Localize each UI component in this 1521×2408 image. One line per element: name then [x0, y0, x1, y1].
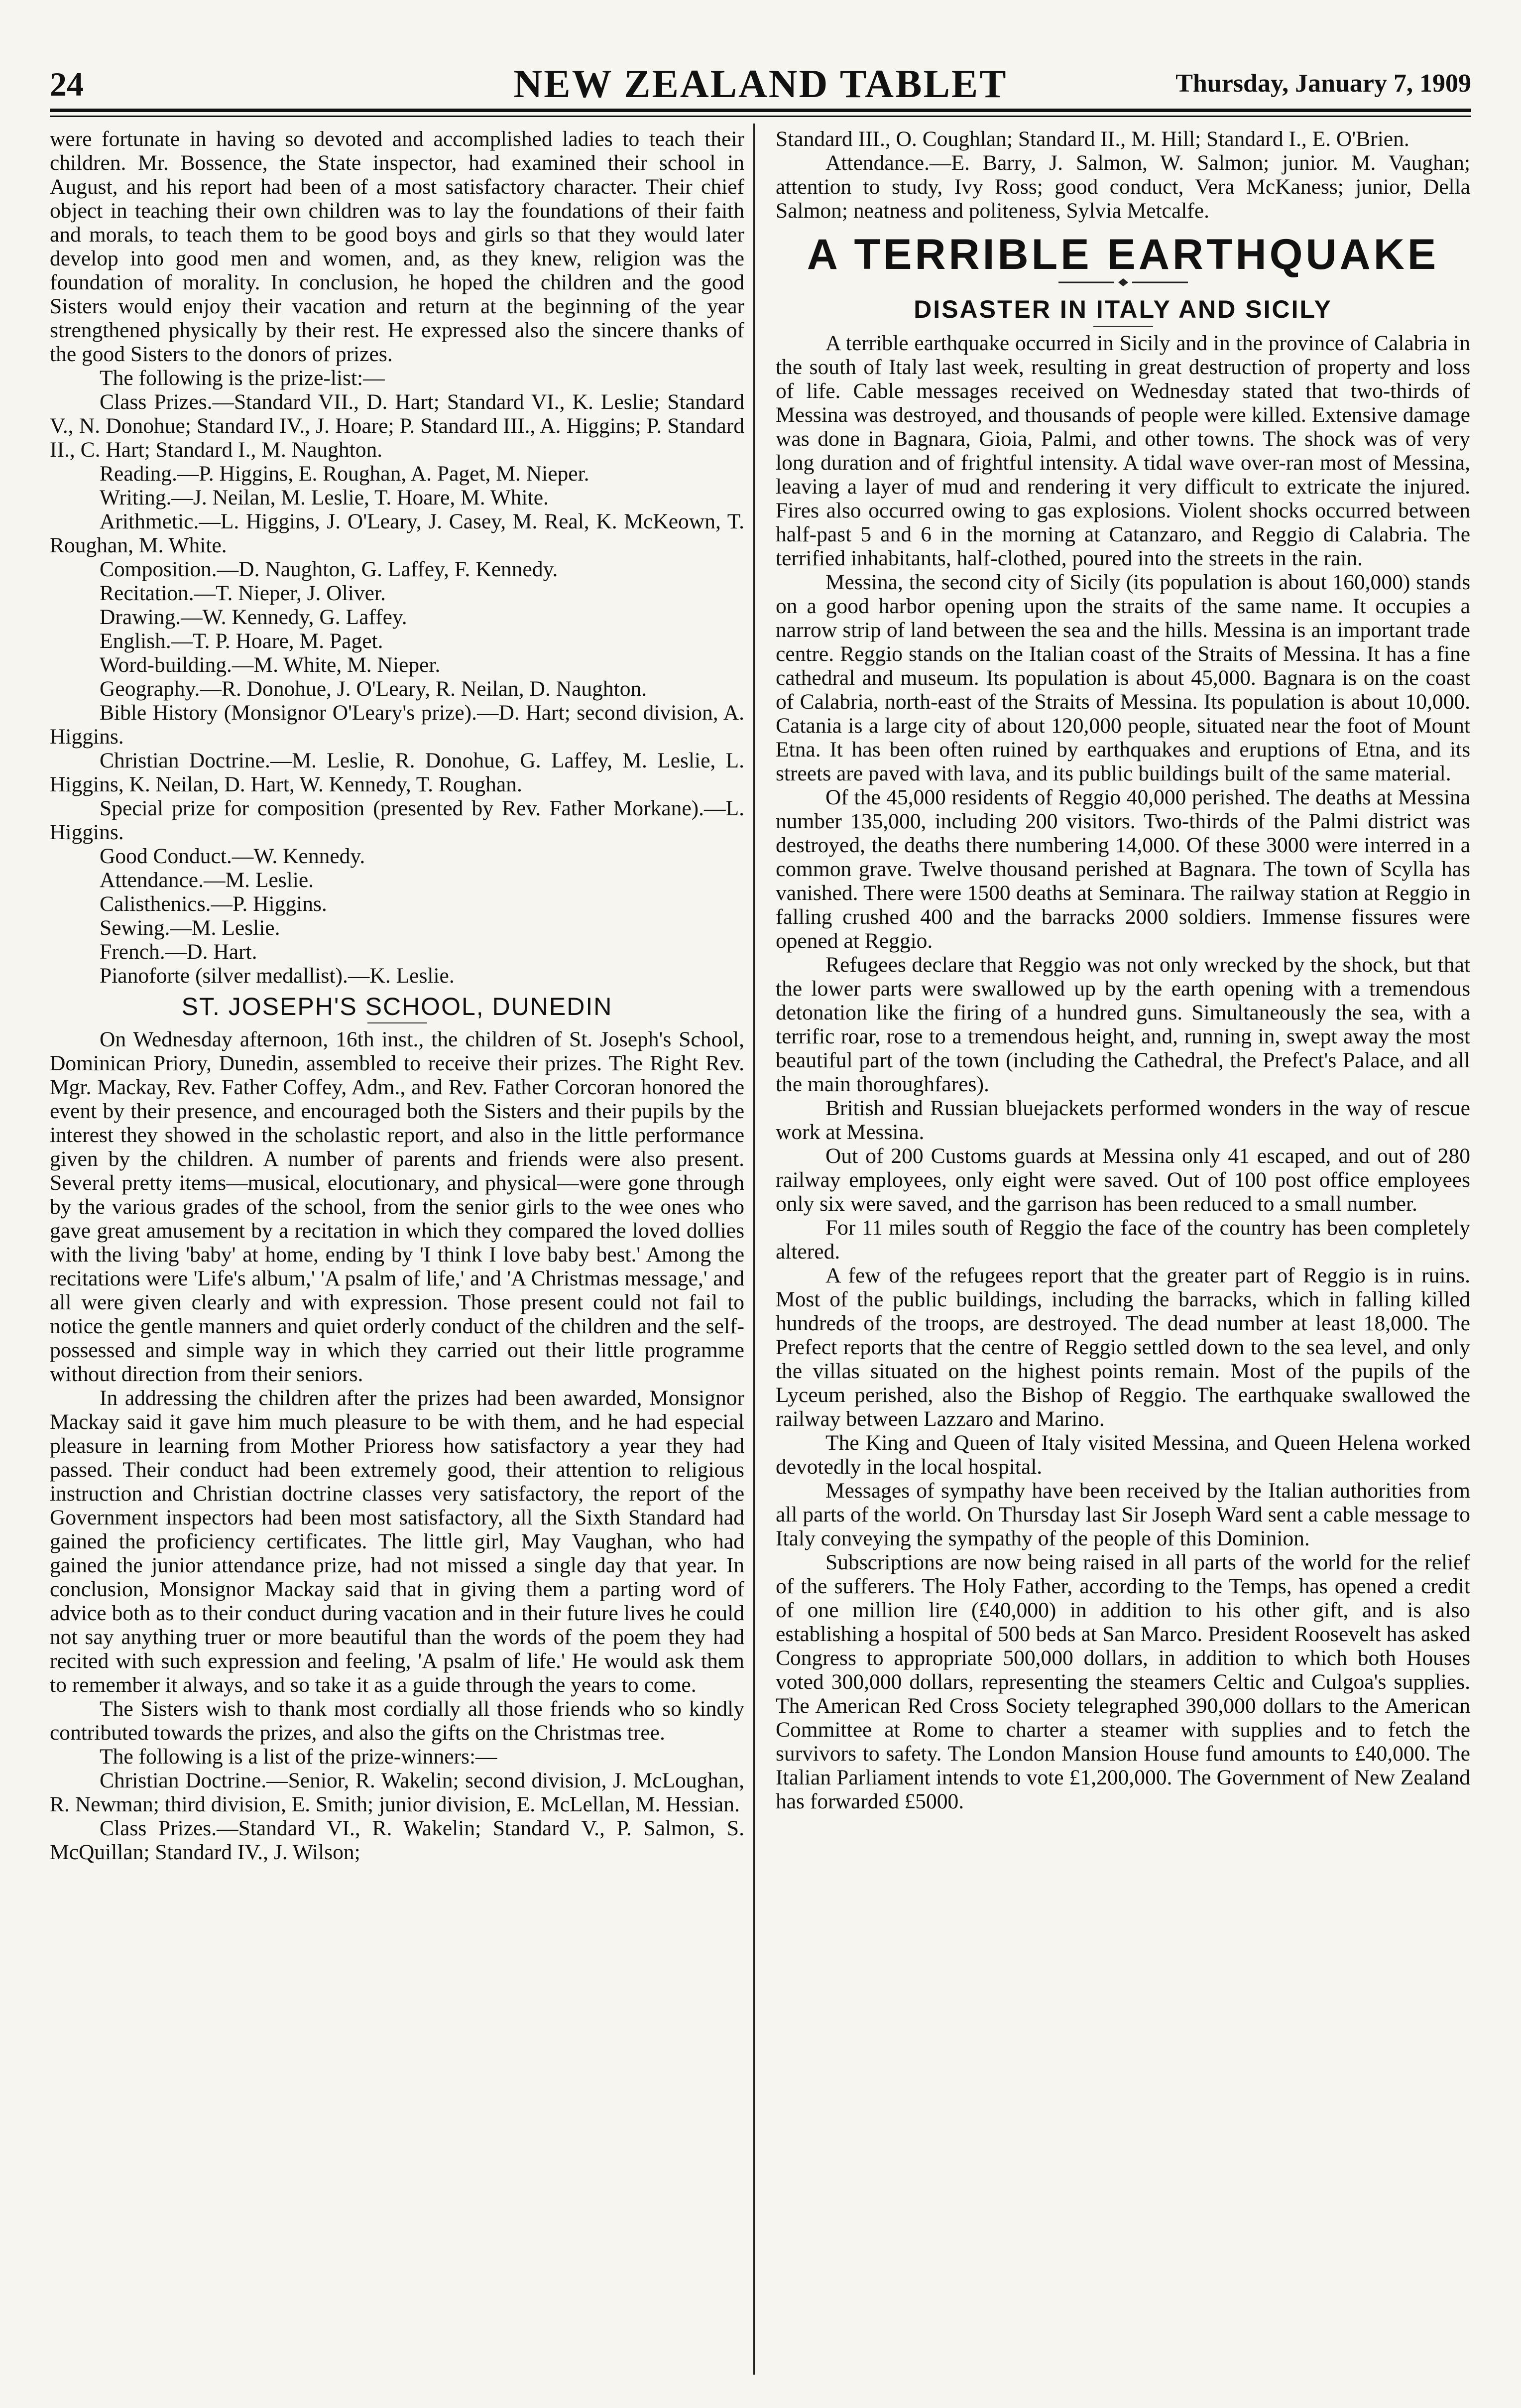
st-josephs-paragraph: The following is a list of the prize-winners:— [100, 1745, 497, 1769]
earthquake-paragraph: Out of 200 Customs guards at Messina only 41 escaped, and out of 280 railway employees, only eight were saved. Out of 100 post office employees only six were saved, and the garrison has been reduced to a small number. [776, 1144, 1470, 1216]
earthquake-subheadline: DISASTER IN ITALY AND SICILY [914, 295, 1332, 323]
st-josephs-paragraph: In addressing the children after the prizes had been awarded, Monsignor Mackay said it gave him much pleasure to be with them, and he had especial pleasure in learning from Mother Prioress how satisfactory a year they had passed. Their conduct had been extremely good, their attention to religious instruction and Christian doctrine classes very satisfactory, the report of the Government inspectors had been most satisfactory, all the Sixth Standard had gained the proficiency certificates. The little girl, May Vaughan, who had gained the junior attendance prize, had not missed a single day that year. In conclusion, Monsignor Mackay said that in giving them a parting word of advice both as to their conduct during vacation and in their future lives he could not say anything truer or more beautiful than the words of the poem they had recited with such expression and feeling, 'A psalm of life.' He would ask them to remember it always, and so take it as a guide through the years to come. [50, 1386, 744, 1697]
earthquake-paragraph: Subscriptions are now being raised in all parts of the world for the relief of the sufferers. The Holy Father, according to the Temps, has opened a credit of one million lire (£40,000) in addition to his other gift, and is also establishing a hospital of 500 beds at San Marco. President Roosevelt has asked Congress to appropriate 500,000 dollars, in addition to which both Houses voted 300,000 dollars, representing the steamers Celtic and Culgoa's supplies. The American Red Cross Society telegraphed 390,000 dollars to the American Committee at Rome to charter a steamer with supplies and to fetch the survivors to safety. The London Mansion House fund amounts to £40,000. The Italian Parliament intends to vote £1,200,000. The Government of New Zealand has forwarded £5000. [776, 1550, 1470, 1813]
prize-entry: Class Prizes.—Standard VII., D. Hart; Standard VI., K. Leslie; Standard V., N. Donohue; Standard IV., J. Hoare; P. Standard III., A. Higgins; P. Standard II., C. Hart; Standard I., M. Naughton. [50, 390, 744, 462]
prize-entry: Word-building.—M. White, M. Nieper. [100, 653, 441, 677]
prize-entry: Sewing.—M. Leslie. [100, 916, 280, 940]
masthead: NEW ZEALAND TABLET [513, 62, 1008, 106]
prize-entry: Composition.—D. Naughton, G. Laffey, F. Kennedy. [100, 557, 558, 581]
prize-list-continued: Standard III., O. Coughlan; Standard II., M. Hill; Standard I., E. O'Brien. [776, 127, 1409, 151]
column-divider [753, 124, 755, 2375]
prize-entry: English.—T. P. Hoare, M. Paget. [100, 629, 383, 653]
left-column [50, 127, 744, 1864]
prize-entry: Recitation.—T. Nieper, J. Oliver. [100, 581, 386, 605]
prize-entry: Reading.—P. Higgins, E. Roughan, A. Paget, M. Nieper. [100, 462, 589, 486]
earthquake-paragraph: A terrible earthquake occurred in Sicily and in the province of Calabria in the south of Italy last week, resulting in great destruction of property and loss of life. Cable messages received on Wednesday stated that two-thirds of Messina was destroyed, and thousands of people were killed. Extensive damage was done in Bagnara, Gioia, Palmi, and other towns. The shock was of very long duration and of frightful intensity. A tidal wave over-ran most of Messina, leaving a layer of mud and rendering it very difficult to extricate the injured. Fires also occurred owing to gas explosions. Violent shocks occurred between half-past 5 and 6 in the morning at Catanzaro, and Reggio di Calabria. The terrified inhabitants, half-clothed, poured into the streets in the rain. [776, 331, 1470, 570]
prize-list-continued: Attendance.—E. Barry, J. Salmon, W. Salmon; junior. M. Vaughan; attention to study, Ivy Ross; good conduct, Vera McKaness; junior, Della Salmon; neatness and politeness, Sylvia Metcalfe. [776, 151, 1470, 223]
prize-entry: Drawing.—W. Kennedy, G. Laffey. [100, 605, 407, 629]
st-josephs-paragraph: Christian Doctrine.—Senior, R. Wakelin; second division, J. McLoughan, R. Newman; third division, E. Smith; junior division, E. McLellan, M. Hessian. [50, 1769, 744, 1816]
prize-entry: Arithmetic.—L. Higgins, J. O'Leary, J. Casey, M. Real, K. McKeown, T. Roughan, M. White. [50, 509, 744, 557]
header-rule-thin [50, 116, 1471, 117]
prize-entry: Pianoforte (silver medallist).—K. Leslie. [100, 964, 455, 988]
prize-entry: Calisthenics.—P. Higgins. [100, 892, 327, 916]
earthquake-paragraph: For 11 miles south of Reggio the face of the country has been completely altered. [776, 1216, 1470, 1264]
earthquake-paragraph: Refugees declare that Reggio was not only wrecked by the shock, but that the lower parts were swallowed up by the earth opening with a tremendous detonation like the firing of a hundred guns. Simultaneously the sea, with a terrific roar, rose to a tremendous height, and, running in, swept away the most beautiful part of the town (including the Cathedral, the Prefect's Palace, and all the main thoroughfares). [776, 953, 1470, 1096]
prize-entry: Writing.—J. Neilan, M. Leslie, T. Hoare, M. White. [100, 486, 549, 509]
earthquake-paragraph: A few of the refugees report that the greater part of Reggio is in ruins. Most of the public buildings, including the barracks, which in falling killed hundreds of the troops, are destroyed. The dead number at least 18,000. The Prefect reports that the centre of Reggio settled down to the sea level, and only the villas situated on the highest points remain. Most of the pupils of the Lyceum perished, also the Bishop of Reggio. The earthquake swallowed the railway between Lazzaro and Marino. [776, 1264, 1470, 1431]
st-josephs-school-heading: ST. JOSEPH'S SCHOOL, DUNEDIN [181, 993, 613, 1020]
convent-report-intro: were fortunate in having so devoted and accomplished ladies to teach their children. Mr. Bossence, the State inspector, had examined their school in August, and his report had been of a most satisfactory character. Their chief object in teaching their own children was to lay the foundations of their faith and morals, to teach them to be good boys and girls so that they would later develop into good men and women, and, as they knew, religion was the foundation of morality. In conclusion, he hoped the children and the good Sisters would enjoy their vacation and return at the beginning of the year strengthened physically by their rest. He expressed also the sincere thanks of the good Sisters to the donors of prizes. [50, 127, 744, 366]
right-column [776, 127, 1470, 1813]
header-rule-thick [50, 109, 1471, 112]
prize-entry: Bible History (Monsignor O'Leary's prize).—D. Hart; second division, A. Higgins. [50, 701, 744, 749]
prize-entry: French.—D. Hart. [100, 940, 257, 964]
heading-rule [1093, 326, 1153, 327]
earthquake-headline: A TERRIBLE EARTHQUAKE [807, 231, 1439, 278]
page-number: 24 [50, 65, 84, 103]
prize-list [50, 390, 744, 988]
prize-entry: Good Conduct.—W. Kennedy. [100, 844, 365, 868]
earthquake-paragraph: Messina, the second city of Sicily (its population is about 160,000) stands on a good harbor opening upon the straits of the same name. It occupies a narrow strip of land between the sea and the hills. Messina is an important trade centre. Reggio stands on the Italian coast of the Straits of Messina. It has a fine cathedral and museum. Its population is about 45,000. Bagnara is on the coast of Calabria, north-east of the Straits of Messina. Its population is about 10,000. Catania is a large city of about 120,000 people, situated near the foot of Mount Etna. It has been often ruined by earthquakes and eruptions of Etna, and its streets are paved with lava, and its public buildings built of the same material. [776, 570, 1470, 785]
prize-entry: Special prize for composition (presented by Rev. Father Morkane).—L. Higgins. [50, 796, 744, 844]
page-header [50, 62, 1471, 106]
prize-entry: Christian Doctrine.—M. Leslie, R. Donohue, G. Laffey, M. Leslie, L. Higgins, K. Neilan, D. Hart, W. Kennedy, T. Roughan. [50, 749, 744, 796]
st-josephs-paragraph: On Wednesday afternoon, 16th inst., the children of St. Joseph's School, Dominican Priory, Dunedin, assembled to receive their prizes. The Right Rev. Mgr. Mackay, Rev. Father Coffey, Adm., and Rev. Father Corcoran honored the event by their presence, and encouraged both the Sisters and their pupils by the interest they showed in the scholastic report, and also in the little performance given by the children. A number of parents and friends were also present. Several pretty items—musical, elocutionary, and physical—were gone through by the various grades of the school, from the senior girls to the wee ones who gave great amusement by a recitation in which they compared the loved dollies with the living 'baby' at home, ending by 'I think I love baby best.' Among the recitations were 'Life's album,' 'A psalm of life,' and 'A Christmas message,' and all were given clearly and with expression. Those present could not fail to notice the gentle manners and quiet orderly conduct of the children and the self-possessed and simple way in which they carried out their little programme without direction from their seniors. [50, 1027, 744, 1386]
heading-rule [367, 1022, 427, 1023]
prize-entry: Attendance.—M. Leslie. [100, 868, 314, 892]
issue-date: Thursday, January 7, 1909 [1175, 69, 1471, 98]
st-josephs-paragraph: Class Prizes.—Standard VI., R. Wakelin; Standard V., P. Salmon, S. McQuillan; Standard IV., J. Wilson; [50, 1816, 744, 1864]
earthquake-paragraph: The King and Queen of Italy visited Messina, and Queen Helena worked devotedly in the local hospital. [776, 1431, 1470, 1479]
prize-entry: Geography.—R. Donohue, J. O'Leary, R. Neilan, D. Naughton. [100, 677, 647, 701]
prize-list-intro: The following is the prize-list:— [100, 366, 385, 390]
st-josephs-paragraph: The Sisters wish to thank most cordially all those friends who so kindly contributed towards the prizes, and also the gifts on the Christmas tree. [50, 1697, 744, 1745]
earthquake-paragraph: Of the 45,000 residents of Reggio 40,000 perished. The deaths at Messina number 135,000, including 200 visitors. Two-thirds of the Palmi district was destroyed, the deaths there numbering 14,000. Of these 3000 were interred in a common grave. Twelve thousand perished at Bagnara. The town of Scylla has vanished. There were 1500 deaths at Seminara. The railway station at Reggio in falling crushed 400 and the barracks 2000 soldiers. Immense fissures were opened at Reggio. [776, 785, 1470, 953]
earthquake-paragraph: British and Russian bluejackets performed wonders in the way of rescue work at Messina. [776, 1096, 1470, 1144]
earthquake-paragraph: Messages of sympathy have been received by the Italian authorities from all parts of the world. On Thursday last Sir Joseph Ward sent a cable message to Italy conveying the sympathy of the people of this Dominion. [776, 1479, 1470, 1550]
